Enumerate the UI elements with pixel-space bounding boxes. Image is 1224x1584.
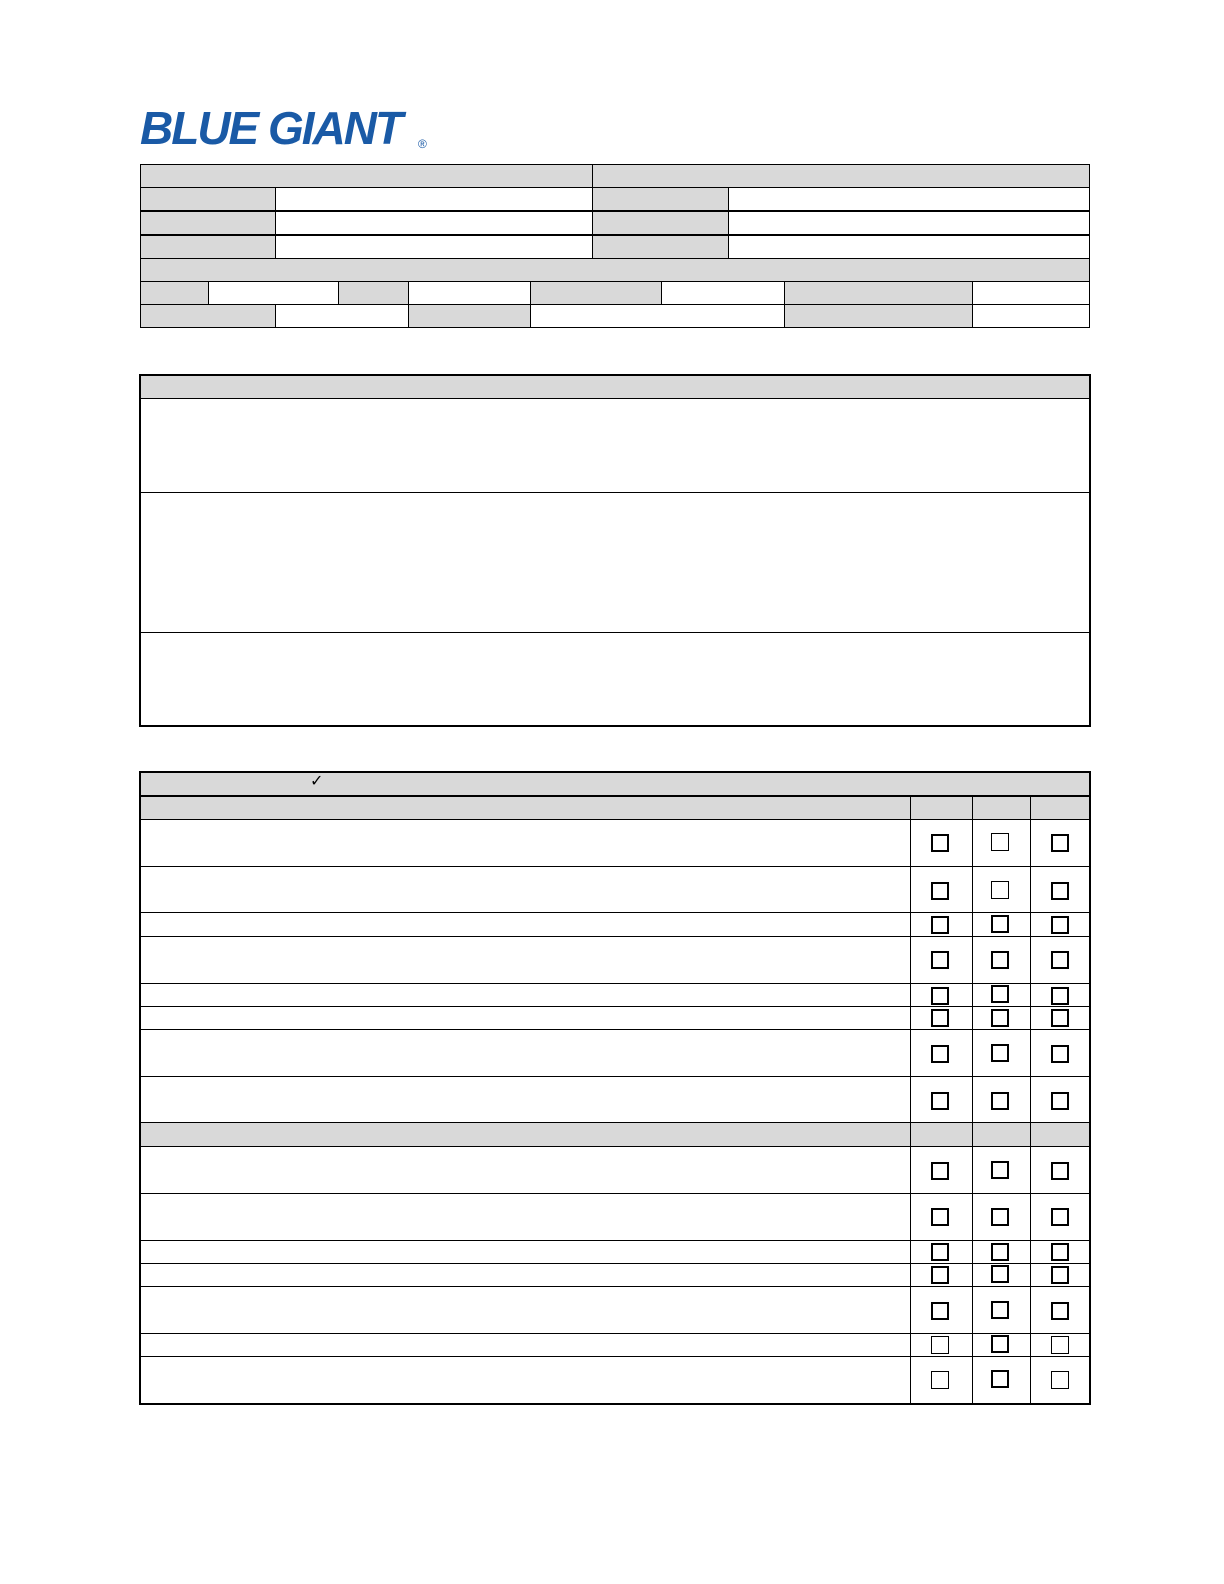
field-input[interactable]: [728, 211, 1090, 235]
field-label: [140, 281, 209, 305]
field-label: [592, 187, 729, 211]
field-input[interactable]: [408, 281, 531, 305]
field-input[interactable]: [661, 281, 785, 305]
svg-text:®: ®: [418, 137, 427, 150]
notes-outline: [139, 374, 1091, 727]
field-input[interactable]: [208, 281, 339, 305]
field-input[interactable]: [972, 281, 1090, 305]
field-input[interactable]: [275, 211, 593, 235]
field-input[interactable]: [275, 187, 593, 211]
field-input[interactable]: [275, 304, 409, 328]
field-input[interactable]: [972, 304, 1090, 328]
field-label: [140, 187, 276, 211]
field-input[interactable]: [530, 304, 785, 328]
field-label: [784, 281, 973, 305]
svg-text:BLUE GIANT: BLUE GIANT: [140, 104, 402, 150]
checkmark-icon: ✓: [310, 773, 324, 790]
field-input[interactable]: [275, 235, 593, 259]
field-label: [592, 211, 729, 235]
field-input[interactable]: [728, 187, 1090, 211]
header-left-title-bar: [140, 164, 593, 188]
field-label: [408, 304, 531, 328]
field-label: [338, 281, 409, 305]
field-label: [592, 235, 729, 259]
field-label: [140, 211, 276, 235]
equipment-title-bar: [140, 258, 1090, 282]
field-input[interactable]: [728, 235, 1090, 259]
field-label: [140, 235, 276, 259]
field-label: [784, 304, 973, 328]
blue-giant-logo: [140, 104, 440, 150]
checklist-outline: [139, 771, 1091, 1405]
header-right-title-bar: [592, 164, 1090, 188]
field-label: [140, 304, 276, 328]
field-label: [530, 281, 662, 305]
